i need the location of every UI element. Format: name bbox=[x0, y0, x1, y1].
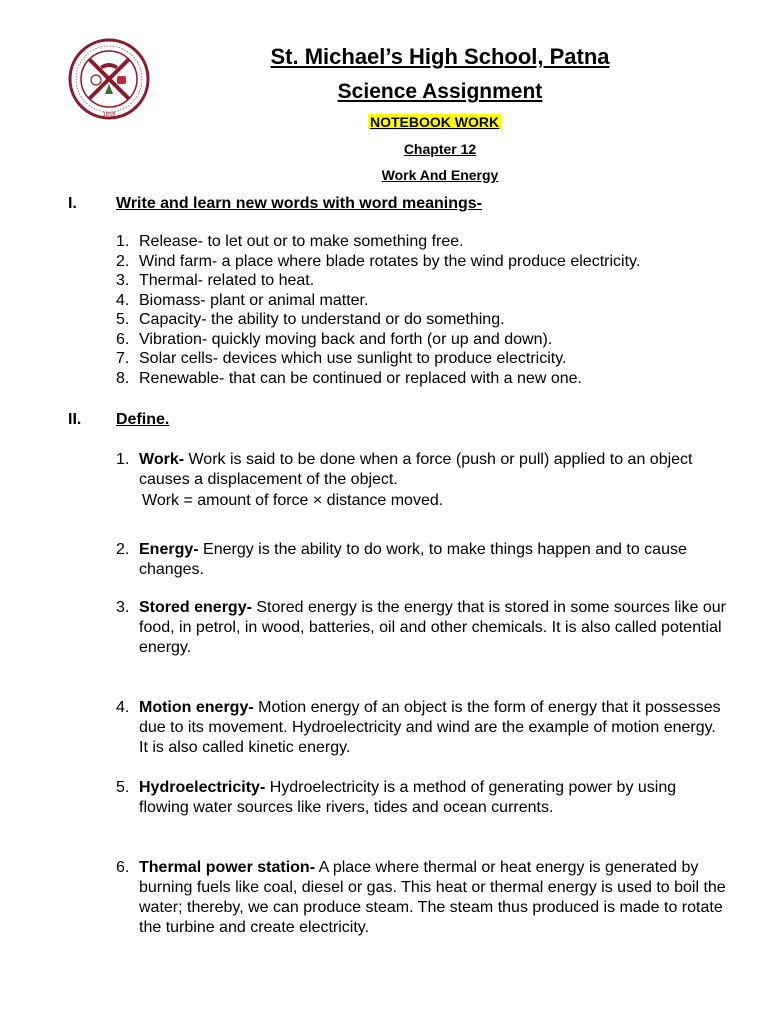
section-2-title: Define. bbox=[116, 411, 170, 428]
chapter-topic: Work And Energy bbox=[381, 167, 499, 183]
school-crest-logo bbox=[66, 38, 152, 120]
section-1-title: Write and learn new words with word meanings- bbox=[116, 195, 482, 212]
section-2-number: II. bbox=[68, 411, 82, 428]
definition-item: 1. Work- Work is said to be done when a force (push or pull) applied to an object causes a displacement of the object. bbox=[116, 451, 693, 488]
list-item: 1. Release- to let out or to make something free. bbox=[116, 233, 464, 250]
svg-text:1858: 1858 bbox=[102, 112, 116, 118]
section-1-number: I. bbox=[68, 195, 77, 212]
definition-item: 4. Motion energy- Motion energy of an object is the form of energy that it possesses due to its movement. Hydroelectricity and wind are the example of motion energy. It is also called kinetic energy. bbox=[116, 699, 721, 756]
list-item: 4. Biomass- plant or animal matter. bbox=[116, 291, 369, 309]
definition-item: 2. Energy- Energy is the ability to do work, to make things happen and to cause changes. bbox=[116, 541, 687, 578]
notebook-work-tag: NOTEBOOK WORK bbox=[370, 114, 500, 130]
list-item: 2. Wind farm- a place where blade rotates by the wind produce electricity. bbox=[116, 252, 641, 270]
list-item: 5. Capacity- the ability to understand or do something. bbox=[116, 311, 505, 328]
school-name-heading: St. Michael’s High School, Patna bbox=[270, 44, 610, 69]
assignment-title: Science Assignment bbox=[337, 80, 543, 103]
definition-item: 3. Stored energy- Stored energy is the energy that is stored in some sources like our food, in petrol, in wood, batteries, oil and other chemicals. It is also called potential energy. bbox=[116, 599, 726, 656]
list-item: 8. Renewable- that can be continued or replaced with a new one. bbox=[116, 369, 582, 387]
list-item: 7. Solar cells- devices which use sunlight to produce electricity. bbox=[116, 350, 567, 367]
definition-item: 6. Thermal power station- A place where thermal or heat energy is generated by burning fuels like coal, diesel or gas. This heat or thermal energy is used to boil the water; thereby, we can produce steam. The steam thus produced is made to rotate the turbine and create electricity. bbox=[116, 859, 726, 936]
chapter-label: Chapter 12 bbox=[403, 141, 477, 157]
list-item: 3. Thermal- related to heat. bbox=[116, 272, 315, 289]
list-item: 6. Vibration- quickly moving back and forth (or up and down). bbox=[116, 330, 553, 348]
definition-item: 5. Hydroelectricity- Hydroelectricity is a method of generating power by using flowing water sources like rivers, tides and ocean currents. bbox=[116, 779, 677, 816]
work-formula: Work = amount of force × distance moved. bbox=[142, 492, 444, 509]
word-meanings-list bbox=[116, 232, 640, 388]
